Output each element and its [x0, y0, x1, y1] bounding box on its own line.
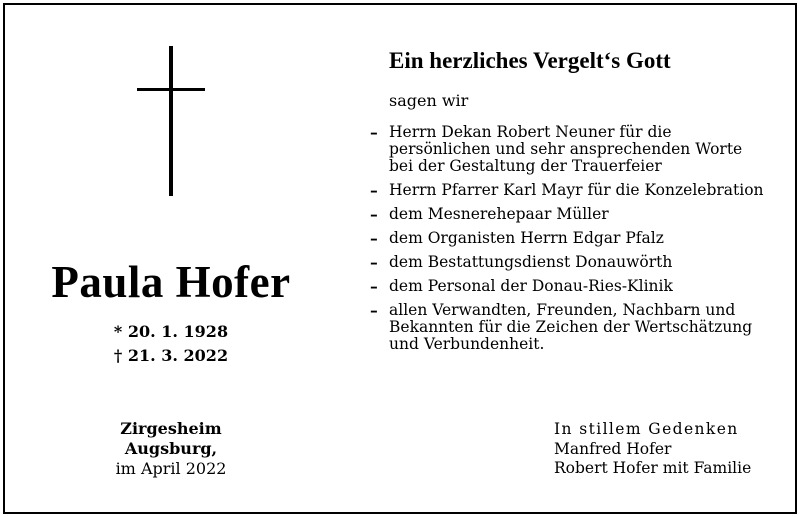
dash-marker: –: [370, 123, 378, 142]
list-item-text: allen Verwandten, Freunden, Nachbarn und Bekannten für die Zeichen der Wertschätzung und Verbundenheit.: [389, 301, 753, 353]
list-item: [370, 124, 770, 175]
place-line: Zirgesheim: [120, 419, 222, 438]
list-item: [370, 182, 770, 199]
list-item-text: Herrn Pfarrer Karl Mayr für die Konzelebration: [389, 181, 764, 199]
list-item-text: dem Mesnerehepaar Müller: [389, 205, 609, 223]
death-date: † 21. 3. 2022: [113, 346, 229, 365]
dash-marker: –: [370, 229, 378, 248]
thanks-list: [370, 124, 770, 360]
list-item: [370, 206, 770, 223]
list-item: [370, 230, 770, 247]
signature-line: Robert Hofer mit Familie: [554, 459, 752, 477]
intro-text: sagen wir: [389, 91, 469, 110]
dash-marker: –: [370, 277, 378, 296]
list-item: [370, 278, 770, 295]
closing-line: In stillem Gedenken: [554, 420, 739, 438]
signature-line: Manfred Hofer: [554, 439, 672, 458]
birth-date: * 20. 1. 1928: [113, 322, 229, 341]
signature-block: [554, 420, 751, 479]
cross-horizontal-bar: [137, 88, 205, 91]
place-line: Augsburg,: [124, 439, 218, 458]
list-item-text: dem Bestattungsdienst Donauwörth: [389, 253, 673, 271]
dash-marker: –: [370, 301, 378, 320]
list-item: [370, 302, 770, 353]
list-item-text: Herrn Dekan Robert Neuner für die persönlichen und sehr ansprechenden Worte bei der Gestaltung der Trauerfeier: [389, 123, 743, 175]
list-item-text: dem Personal der Donau-Ries-Klinik: [389, 277, 673, 295]
dash-marker: –: [370, 181, 378, 200]
dash-marker: –: [370, 253, 378, 272]
list-item: [370, 254, 770, 271]
thanks-heading: Ein herzliches Vergelt‘s Gott: [389, 48, 671, 73]
deceased-name: Paula Hofer: [51, 257, 291, 307]
cross-vertical-bar: [169, 46, 173, 196]
places-block: [0, 419, 342, 479]
list-item-text: dem Organisten Herrn Edgar Pfalz: [389, 229, 664, 247]
date-line: im April 2022: [115, 459, 227, 478]
dash-marker: –: [370, 205, 378, 224]
